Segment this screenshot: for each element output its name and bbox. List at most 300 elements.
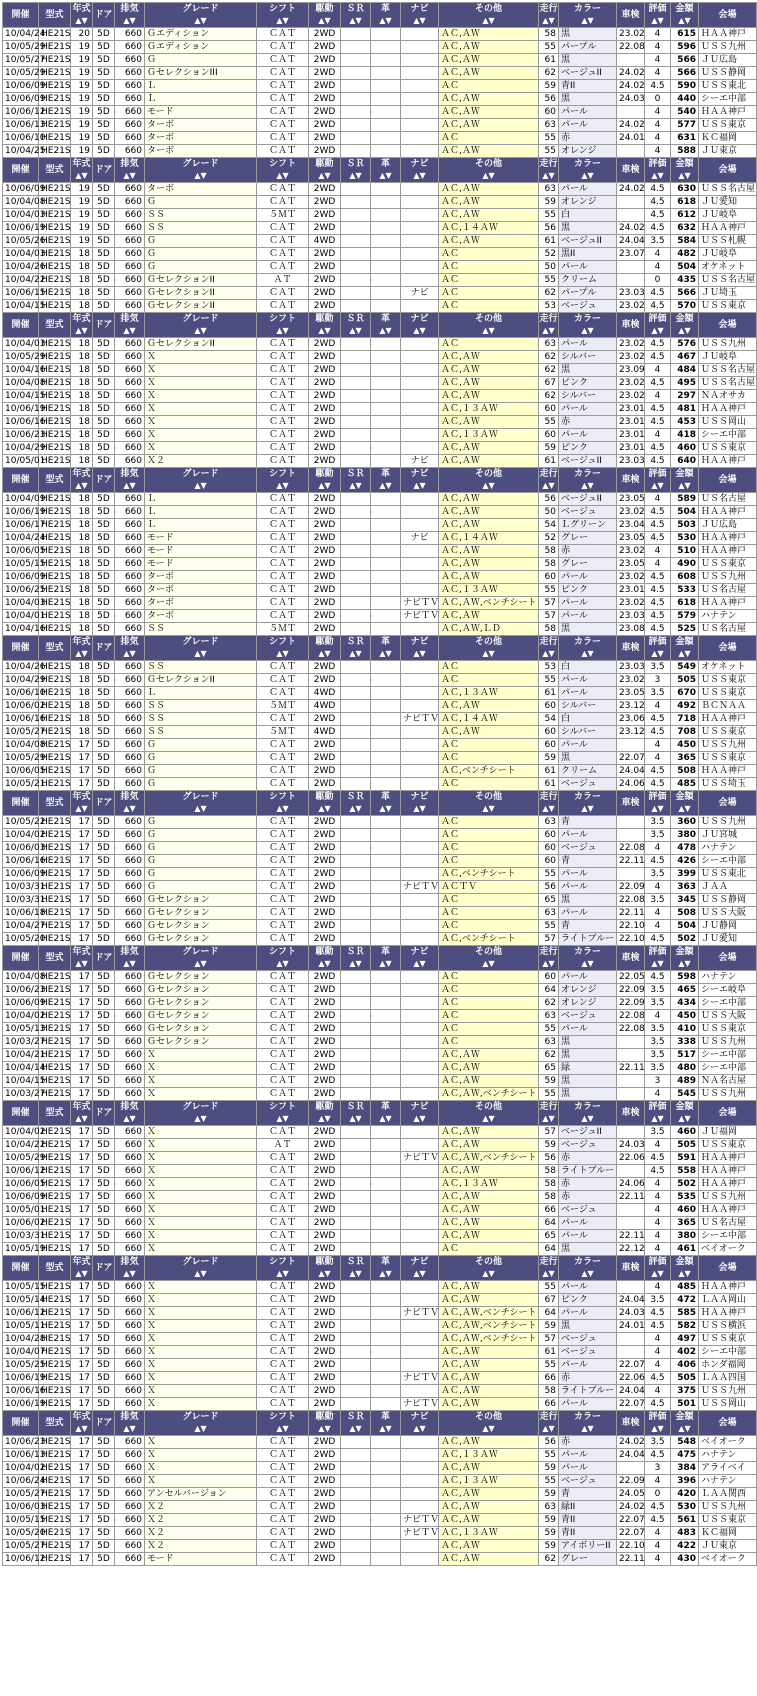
sort-arrows-icon[interactable]: ▲▼	[194, 16, 207, 25]
column-header-leather[interactable]	[371, 946, 401, 971]
column-header-price[interactable]	[671, 636, 699, 661]
table-row[interactable]	[3, 390, 757, 403]
sort-arrows-icon[interactable]: ▲▼	[678, 326, 691, 335]
table-row[interactable]	[3, 842, 757, 855]
table-row[interactable]	[3, 338, 757, 351]
sort-arrows-icon[interactable]: ▲▼	[482, 649, 495, 658]
column-header-leather[interactable]	[371, 1101, 401, 1126]
column-header-sunroof[interactable]	[341, 468, 371, 493]
sort-arrows-icon[interactable]: ▲▼	[276, 171, 289, 180]
column-header-sunroof[interactable]	[341, 1256, 371, 1281]
sort-arrows-icon[interactable]: ▲▼	[678, 804, 691, 813]
column-header-navi[interactable]	[401, 158, 439, 183]
sort-arrows-icon[interactable]: ▲▼	[651, 649, 664, 658]
sort-arrows-icon[interactable]: ▲▼	[75, 171, 88, 180]
sort-arrows-icon[interactable]: ▲▼	[123, 959, 136, 968]
table-row[interactable]	[3, 145, 757, 158]
column-header-shift[interactable]	[257, 468, 309, 493]
table-row[interactable]	[3, 726, 757, 739]
column-header-options[interactable]	[439, 946, 539, 971]
table-row[interactable]	[3, 1346, 757, 1359]
column-header-navi[interactable]	[401, 3, 439, 28]
sort-arrows-icon[interactable]: ▲▼	[318, 959, 331, 968]
sort-arrows-icon[interactable]: ▲▼	[379, 171, 392, 180]
sort-arrows-icon[interactable]: ▲▼	[123, 1114, 136, 1123]
table-row[interactable]	[3, 829, 757, 842]
sort-arrows-icon[interactable]: ▲▼	[651, 326, 664, 335]
column-header-year[interactable]	[71, 158, 93, 183]
column-header-grade[interactable]	[145, 468, 257, 493]
sort-arrows-icon[interactable]: ▲▼	[482, 481, 495, 490]
column-header-mileage[interactable]	[539, 1101, 559, 1126]
column-header-shift[interactable]	[257, 158, 309, 183]
table-row[interactable]	[3, 597, 757, 610]
column-header-year[interactable]	[71, 313, 93, 338]
table-row[interactable]	[3, 416, 757, 429]
table-row[interactable]	[3, 855, 757, 868]
table-row[interactable]	[3, 984, 757, 997]
sort-arrows-icon[interactable]: ▲▼	[482, 1269, 495, 1278]
table-row[interactable]	[3, 920, 757, 933]
sort-arrows-icon[interactable]: ▲▼	[581, 649, 594, 658]
sort-arrows-icon[interactable]: ▲▼	[542, 649, 555, 658]
sort-arrows-icon[interactable]: ▲▼	[349, 649, 362, 658]
column-header-grade[interactable]	[145, 1101, 257, 1126]
column-header-drive[interactable]	[309, 636, 341, 661]
table-row[interactable]	[3, 1191, 757, 1204]
sort-arrows-icon[interactable]: ▲▼	[75, 959, 88, 968]
sort-arrows-icon[interactable]: ▲▼	[318, 649, 331, 658]
sort-arrows-icon[interactable]: ▲▼	[581, 1269, 594, 1278]
sort-arrows-icon[interactable]: ▲▼	[542, 1114, 555, 1123]
sort-arrows-icon[interactable]: ▲▼	[482, 171, 495, 180]
column-header-navi[interactable]	[401, 636, 439, 661]
table-row[interactable]	[3, 1527, 757, 1540]
column-header-mileage[interactable]	[539, 313, 559, 338]
column-header-drive[interactable]	[309, 313, 341, 338]
column-header-leather[interactable]	[371, 468, 401, 493]
table-row[interactable]	[3, 881, 757, 894]
sort-arrows-icon[interactable]: ▲▼	[276, 481, 289, 490]
column-header-drive[interactable]	[309, 3, 341, 28]
table-row[interactable]	[3, 1049, 757, 1062]
sort-arrows-icon[interactable]: ▲▼	[542, 16, 555, 25]
table-row[interactable]	[3, 41, 757, 54]
table-row[interactable]	[3, 739, 757, 752]
table-row[interactable]	[3, 997, 757, 1010]
column-header-sunroof[interactable]	[341, 313, 371, 338]
column-header-year[interactable]	[71, 946, 93, 971]
table-row[interactable]	[3, 1088, 757, 1101]
column-header-year[interactable]	[71, 3, 93, 28]
column-header-sunroof[interactable]	[341, 636, 371, 661]
table-row[interactable]	[3, 1359, 757, 1372]
sort-arrows-icon[interactable]: ▲▼	[413, 1424, 426, 1433]
table-row[interactable]	[3, 1294, 757, 1307]
sort-arrows-icon[interactable]: ▲▼	[651, 804, 664, 813]
table-row[interactable]	[3, 1553, 757, 1566]
sort-arrows-icon[interactable]: ▲▼	[349, 804, 362, 813]
column-header-score[interactable]	[645, 636, 671, 661]
table-row[interactable]	[3, 442, 757, 455]
column-header-displacement[interactable]	[115, 313, 145, 338]
sort-arrows-icon[interactable]: ▲▼	[413, 16, 426, 25]
table-row[interactable]	[3, 1243, 757, 1256]
table-row[interactable]	[3, 1514, 757, 1527]
column-header-color[interactable]	[559, 791, 617, 816]
column-header-price[interactable]	[671, 791, 699, 816]
sort-arrows-icon[interactable]: ▲▼	[318, 171, 331, 180]
table-row[interactable]	[3, 1036, 757, 1049]
column-header-options[interactable]	[439, 1256, 539, 1281]
table-row[interactable]	[3, 778, 757, 791]
column-header-grade[interactable]	[145, 946, 257, 971]
table-row[interactable]	[3, 1165, 757, 1178]
sort-arrows-icon[interactable]: ▲▼	[379, 16, 392, 25]
sort-arrows-icon[interactable]: ▲▼	[651, 481, 664, 490]
column-header-displacement[interactable]	[115, 1101, 145, 1126]
table-row[interactable]	[3, 28, 757, 41]
sort-arrows-icon[interactable]: ▲▼	[651, 171, 664, 180]
table-row[interactable]	[3, 1449, 757, 1462]
sort-arrows-icon[interactable]: ▲▼	[678, 481, 691, 490]
column-header-price[interactable]	[671, 1411, 699, 1436]
sort-arrows-icon[interactable]: ▲▼	[318, 326, 331, 335]
column-header-navi[interactable]	[401, 1256, 439, 1281]
column-header-year[interactable]	[71, 791, 93, 816]
table-row[interactable]	[3, 196, 757, 209]
column-header-shift[interactable]	[257, 636, 309, 661]
column-header-drive[interactable]	[309, 1256, 341, 1281]
table-row[interactable]	[3, 933, 757, 946]
table-row[interactable]	[3, 765, 757, 778]
table-row[interactable]	[3, 183, 757, 196]
column-header-grade[interactable]	[145, 3, 257, 28]
sort-arrows-icon[interactable]: ▲▼	[379, 959, 392, 968]
sort-arrows-icon[interactable]: ▲▼	[123, 1424, 136, 1433]
column-header-displacement[interactable]	[115, 1411, 145, 1436]
column-header-score[interactable]	[645, 1411, 671, 1436]
sort-arrows-icon[interactable]: ▲▼	[318, 481, 331, 490]
sort-arrows-icon[interactable]: ▲▼	[75, 649, 88, 658]
column-header-color[interactable]	[559, 3, 617, 28]
column-header-navi[interactable]	[401, 791, 439, 816]
sort-arrows-icon[interactable]: ▲▼	[413, 804, 426, 813]
table-row[interactable]	[3, 364, 757, 377]
table-row[interactable]	[3, 261, 757, 274]
table-row[interactable]	[3, 545, 757, 558]
sort-arrows-icon[interactable]: ▲▼	[413, 1269, 426, 1278]
column-header-options[interactable]	[439, 1411, 539, 1436]
column-header-navi[interactable]	[401, 1101, 439, 1126]
column-header-options[interactable]	[439, 158, 539, 183]
column-header-year[interactable]	[71, 1101, 93, 1126]
column-header-grade[interactable]	[145, 791, 257, 816]
column-header-score[interactable]	[645, 158, 671, 183]
column-header-price[interactable]	[671, 468, 699, 493]
table-row[interactable]	[3, 506, 757, 519]
table-row[interactable]	[3, 300, 757, 313]
column-header-navi[interactable]	[401, 946, 439, 971]
column-header-displacement[interactable]	[115, 636, 145, 661]
table-row[interactable]	[3, 713, 757, 726]
table-row[interactable]	[3, 351, 757, 364]
table-row[interactable]	[3, 1398, 757, 1411]
sort-arrows-icon[interactable]: ▲▼	[75, 1114, 88, 1123]
table-row[interactable]	[3, 287, 757, 300]
sort-arrows-icon[interactable]: ▲▼	[482, 326, 495, 335]
table-row[interactable]	[3, 1372, 757, 1385]
table-row[interactable]	[3, 80, 757, 93]
sort-arrows-icon[interactable]: ▲▼	[581, 326, 594, 335]
column-header-mileage[interactable]	[539, 3, 559, 28]
sort-arrows-icon[interactable]: ▲▼	[75, 16, 88, 25]
table-row[interactable]	[3, 1178, 757, 1191]
column-header-drive[interactable]	[309, 791, 341, 816]
column-header-sunroof[interactable]	[341, 1101, 371, 1126]
column-header-score[interactable]	[645, 313, 671, 338]
column-header-color[interactable]	[559, 636, 617, 661]
sort-arrows-icon[interactable]: ▲▼	[194, 481, 207, 490]
column-header-navi[interactable]	[401, 313, 439, 338]
table-row[interactable]	[3, 248, 757, 261]
table-row[interactable]	[3, 1501, 757, 1514]
column-header-shift[interactable]	[257, 1101, 309, 1126]
sort-arrows-icon[interactable]: ▲▼	[123, 1269, 136, 1278]
sort-arrows-icon[interactable]: ▲▼	[194, 171, 207, 180]
table-row[interactable]	[3, 1462, 757, 1475]
sort-arrows-icon[interactable]: ▲▼	[542, 1424, 555, 1433]
column-header-displacement[interactable]	[115, 158, 145, 183]
sort-arrows-icon[interactable]: ▲▼	[276, 1424, 289, 1433]
sort-arrows-icon[interactable]: ▲▼	[349, 1114, 362, 1123]
table-row[interactable]	[3, 1385, 757, 1398]
table-row[interactable]	[3, 1204, 757, 1217]
column-header-shift[interactable]	[257, 791, 309, 816]
column-header-shift[interactable]	[257, 1411, 309, 1436]
column-header-sunroof[interactable]	[341, 946, 371, 971]
column-header-drive[interactable]	[309, 468, 341, 493]
sort-arrows-icon[interactable]: ▲▼	[651, 1269, 664, 1278]
column-header-mileage[interactable]	[539, 1411, 559, 1436]
column-header-drive[interactable]	[309, 1411, 341, 1436]
sort-arrows-icon[interactable]: ▲▼	[194, 326, 207, 335]
table-row[interactable]	[3, 1320, 757, 1333]
table-row[interactable]	[3, 1217, 757, 1230]
column-header-sunroof[interactable]	[341, 791, 371, 816]
sort-arrows-icon[interactable]: ▲▼	[379, 326, 392, 335]
sort-arrows-icon[interactable]: ▲▼	[482, 16, 495, 25]
column-header-year[interactable]	[71, 1411, 93, 1436]
sort-arrows-icon[interactable]: ▲▼	[349, 959, 362, 968]
column-header-mileage[interactable]	[539, 946, 559, 971]
sort-arrows-icon[interactable]: ▲▼	[413, 1114, 426, 1123]
sort-arrows-icon[interactable]: ▲▼	[276, 16, 289, 25]
sort-arrows-icon[interactable]: ▲▼	[542, 1269, 555, 1278]
table-row[interactable]	[3, 455, 757, 468]
sort-arrows-icon[interactable]: ▲▼	[482, 1424, 495, 1433]
sort-arrows-icon[interactable]: ▲▼	[581, 16, 594, 25]
column-header-grade[interactable]	[145, 158, 257, 183]
sort-arrows-icon[interactable]: ▲▼	[379, 804, 392, 813]
table-row[interactable]	[3, 1488, 757, 1501]
table-row[interactable]	[3, 1540, 757, 1553]
table-row[interactable]	[3, 623, 757, 636]
sort-arrows-icon[interactable]: ▲▼	[581, 481, 594, 490]
column-header-price[interactable]	[671, 1256, 699, 1281]
sort-arrows-icon[interactable]: ▲▼	[379, 481, 392, 490]
column-header-score[interactable]	[645, 1101, 671, 1126]
sort-arrows-icon[interactable]: ▲▼	[318, 804, 331, 813]
column-header-grade[interactable]	[145, 1411, 257, 1436]
column-header-options[interactable]	[439, 1101, 539, 1126]
table-row[interactable]	[3, 610, 757, 623]
table-row[interactable]	[3, 1075, 757, 1088]
table-row[interactable]	[3, 67, 757, 80]
sort-arrows-icon[interactable]: ▲▼	[678, 1424, 691, 1433]
sort-arrows-icon[interactable]: ▲▼	[349, 16, 362, 25]
sort-arrows-icon[interactable]: ▲▼	[678, 16, 691, 25]
table-row[interactable]	[3, 532, 757, 545]
sort-arrows-icon[interactable]: ▲▼	[349, 171, 362, 180]
table-row[interactable]	[3, 119, 757, 132]
table-row[interactable]	[3, 1139, 757, 1152]
column-header-drive[interactable]	[309, 158, 341, 183]
sort-arrows-icon[interactable]: ▲▼	[542, 326, 555, 335]
column-header-displacement[interactable]	[115, 946, 145, 971]
column-header-color[interactable]	[559, 1411, 617, 1436]
sort-arrows-icon[interactable]: ▲▼	[581, 171, 594, 180]
sort-arrows-icon[interactable]: ▲▼	[123, 171, 136, 180]
sort-arrows-icon[interactable]: ▲▼	[194, 804, 207, 813]
column-header-drive[interactable]	[309, 946, 341, 971]
table-row[interactable]	[3, 93, 757, 106]
column-header-mileage[interactable]	[539, 468, 559, 493]
sort-arrows-icon[interactable]: ▲▼	[349, 1424, 362, 1433]
sort-arrows-icon[interactable]: ▲▼	[413, 326, 426, 335]
column-header-shift[interactable]	[257, 946, 309, 971]
table-row[interactable]	[3, 1126, 757, 1139]
table-row[interactable]	[3, 493, 757, 506]
sort-arrows-icon[interactable]: ▲▼	[581, 959, 594, 968]
table-row[interactable]	[3, 1307, 757, 1320]
column-header-displacement[interactable]	[115, 468, 145, 493]
column-header-score[interactable]	[645, 791, 671, 816]
sort-arrows-icon[interactable]: ▲▼	[75, 481, 88, 490]
column-header-leather[interactable]	[371, 3, 401, 28]
sort-arrows-icon[interactable]: ▲▼	[542, 804, 555, 813]
column-header-displacement[interactable]	[115, 1256, 145, 1281]
sort-arrows-icon[interactable]: ▲▼	[651, 1114, 664, 1123]
column-header-grade[interactable]	[145, 636, 257, 661]
sort-arrows-icon[interactable]: ▲▼	[349, 326, 362, 335]
sort-arrows-icon[interactable]: ▲▼	[581, 804, 594, 813]
table-row[interactable]	[3, 1010, 757, 1023]
sort-arrows-icon[interactable]: ▲▼	[194, 1424, 207, 1433]
sort-arrows-icon[interactable]: ▲▼	[276, 326, 289, 335]
column-header-leather[interactable]	[371, 158, 401, 183]
table-row[interactable]	[3, 1023, 757, 1036]
column-header-color[interactable]	[559, 1101, 617, 1126]
sort-arrows-icon[interactable]: ▲▼	[194, 959, 207, 968]
column-header-color[interactable]	[559, 313, 617, 338]
sort-arrows-icon[interactable]: ▲▼	[318, 1269, 331, 1278]
column-header-sunroof[interactable]	[341, 158, 371, 183]
sort-arrows-icon[interactable]: ▲▼	[379, 1114, 392, 1123]
column-header-shift[interactable]	[257, 3, 309, 28]
column-header-navi[interactable]	[401, 468, 439, 493]
sort-arrows-icon[interactable]: ▲▼	[75, 1424, 88, 1433]
table-row[interactable]	[3, 1062, 757, 1075]
column-header-mileage[interactable]	[539, 791, 559, 816]
sort-arrows-icon[interactable]: ▲▼	[379, 1424, 392, 1433]
table-row[interactable]	[3, 674, 757, 687]
table-row[interactable]	[3, 1475, 757, 1488]
column-header-navi[interactable]	[401, 1411, 439, 1436]
sort-arrows-icon[interactable]: ▲▼	[276, 804, 289, 813]
sort-arrows-icon[interactable]: ▲▼	[678, 171, 691, 180]
sort-arrows-icon[interactable]: ▲▼	[379, 649, 392, 658]
sort-arrows-icon[interactable]: ▲▼	[482, 804, 495, 813]
column-header-year[interactable]	[71, 636, 93, 661]
table-row[interactable]	[3, 377, 757, 390]
table-row[interactable]	[3, 54, 757, 67]
column-header-color[interactable]	[559, 946, 617, 971]
table-row[interactable]	[3, 584, 757, 597]
column-header-price[interactable]	[671, 313, 699, 338]
sort-arrows-icon[interactable]: ▲▼	[413, 171, 426, 180]
table-row[interactable]	[3, 209, 757, 222]
sort-arrows-icon[interactable]: ▲▼	[123, 16, 136, 25]
column-header-shift[interactable]	[257, 313, 309, 338]
sort-arrows-icon[interactable]: ▲▼	[276, 959, 289, 968]
table-row[interactable]	[3, 558, 757, 571]
column-header-color[interactable]	[559, 1256, 617, 1281]
sort-arrows-icon[interactable]: ▲▼	[482, 959, 495, 968]
sort-arrows-icon[interactable]: ▲▼	[542, 959, 555, 968]
column-header-color[interactable]	[559, 468, 617, 493]
sort-arrows-icon[interactable]: ▲▼	[482, 1114, 495, 1123]
column-header-score[interactable]	[645, 946, 671, 971]
sort-arrows-icon[interactable]: ▲▼	[349, 1269, 362, 1278]
column-header-score[interactable]	[645, 468, 671, 493]
table-row[interactable]	[3, 1281, 757, 1294]
column-header-mileage[interactable]	[539, 158, 559, 183]
sort-arrows-icon[interactable]: ▲▼	[651, 959, 664, 968]
column-header-drive[interactable]	[309, 1101, 341, 1126]
column-header-leather[interactable]	[371, 636, 401, 661]
sort-arrows-icon[interactable]: ▲▼	[123, 481, 136, 490]
column-header-sunroof[interactable]	[341, 1411, 371, 1436]
sort-arrows-icon[interactable]: ▲▼	[75, 326, 88, 335]
table-row[interactable]	[3, 1230, 757, 1243]
sort-arrows-icon[interactable]: ▲▼	[276, 1114, 289, 1123]
table-row[interactable]	[3, 1436, 757, 1449]
sort-arrows-icon[interactable]: ▲▼	[651, 1424, 664, 1433]
sort-arrows-icon[interactable]: ▲▼	[276, 649, 289, 658]
sort-arrows-icon[interactable]: ▲▼	[123, 649, 136, 658]
sort-arrows-icon[interactable]: ▲▼	[318, 1424, 331, 1433]
table-row[interactable]	[3, 868, 757, 881]
sort-arrows-icon[interactable]: ▲▼	[75, 1269, 88, 1278]
table-row[interactable]	[3, 752, 757, 765]
column-header-leather[interactable]	[371, 791, 401, 816]
sort-arrows-icon[interactable]: ▲▼	[413, 481, 426, 490]
table-row[interactable]	[3, 894, 757, 907]
column-header-year[interactable]	[71, 468, 93, 493]
table-row[interactable]	[3, 661, 757, 674]
column-header-leather[interactable]	[371, 1411, 401, 1436]
